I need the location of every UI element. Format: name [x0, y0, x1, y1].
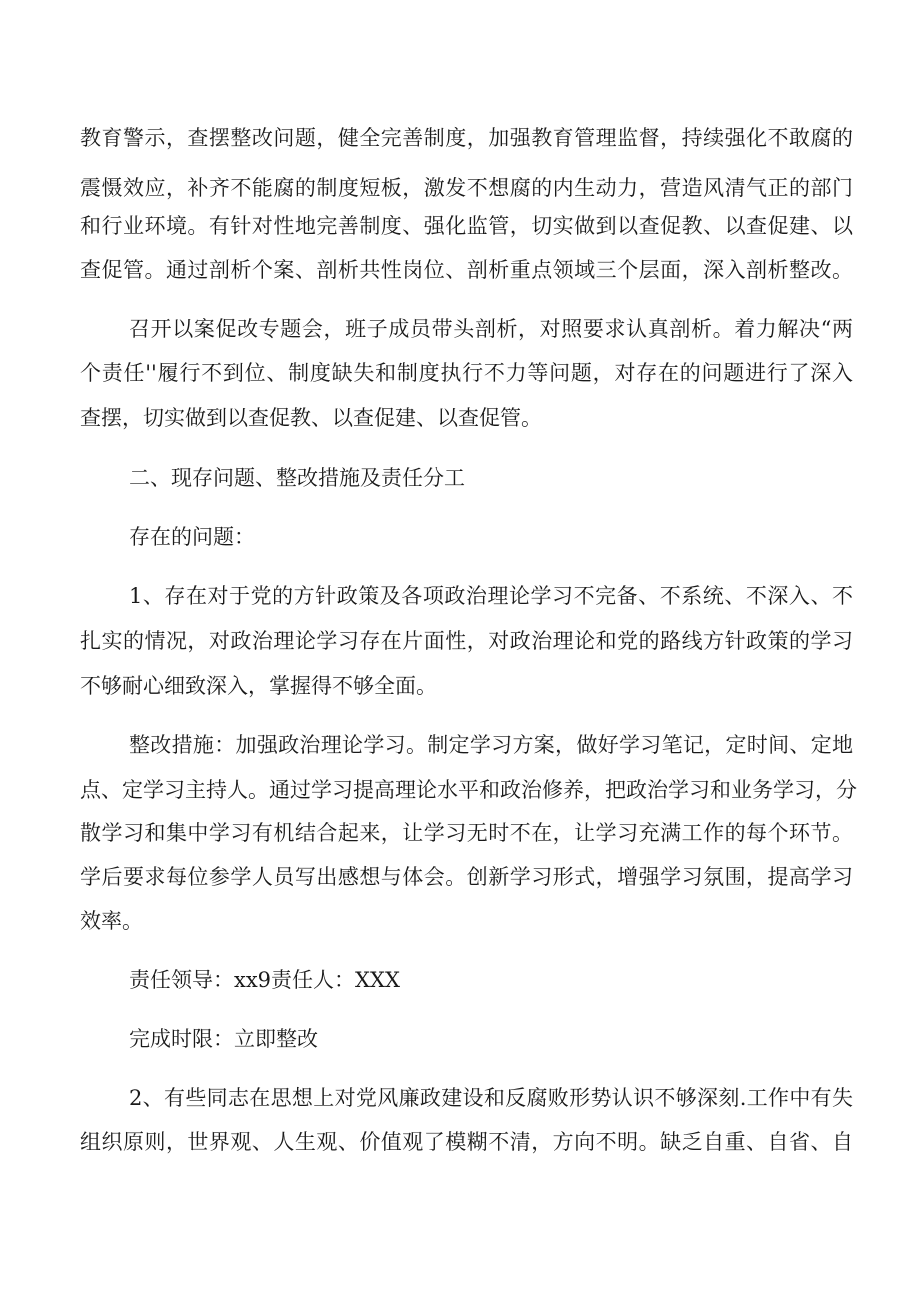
- text-line: 散学习和集中学习有机结合起来，让学习无时不在，让学习充满工作的每个环节。: [80, 821, 853, 845]
- text-line: 2、有些同志在思想上对党风廉政建设和反腐败形势认识不够深刻.工作中有失: [129, 1086, 853, 1110]
- text-line: 效率。: [80, 909, 143, 933]
- text-line: 召开以案促改专题会，班子成员带头剖析，对照要求认真剖析。着力解决“两: [129, 317, 853, 341]
- text-line: 点、定学习主持人。通过学习提高理论水平和政治修养，把政治学习和业务学习，分: [80, 778, 857, 802]
- text-line: 教育警示，查摆整改问题，健全完善制度，加强教育管理监督，持续强化不敢腐的: [80, 126, 853, 150]
- text-line: 1、存在对于党的方针政策及各项政治理论学习不完备、不系统、不深入、不: [129, 584, 853, 608]
- problems-label: 存在的问题：: [129, 525, 255, 549]
- section-two-heading: 二、现存问题、整改措施及责任分工: [129, 466, 465, 490]
- text-line: 组织原则，世界观、人生观、价值观了模糊不清，方向不明。缺乏自重、自省、自: [80, 1130, 853, 1154]
- text-line: 和行业环境。有针对性地完善制度、强化监管，切实做到以查促教、以查促建、以: [80, 214, 853, 238]
- text-line: 个责任''履行不到位、制度缺失和制度执行不力等问题，对存在的问题进行了深入: [80, 361, 853, 385]
- responsibility-1: 责任领导：xx9责任人：XXX: [129, 968, 400, 992]
- text-line: 不够耐心细致深入，掌握得不够全面。: [80, 674, 437, 698]
- text-line: 学后要求每位参学人员写出感想与体会。创新学习形式，增强学习氛围，提高学习: [80, 865, 853, 889]
- text-line: 扎实的情况，对政治理论学习存在片面性，对政治理论和党的路线方针政策的学习: [80, 629, 853, 653]
- deadline-1: 完成时限：立即整改: [129, 1027, 318, 1051]
- text-line: 查摆，切实做到以查促教、以查促建、以查促管。: [80, 406, 542, 430]
- text-line: 整改措施：加强政治理论学习。制定学习方案，做好学习笔记，定时间、定地: [129, 733, 853, 757]
- text-line: 震慑效应，补齐不能腐的制度短板，激发不想腐的内生动力，营造风清气正的部门: [80, 176, 853, 200]
- text-line: 查促管。通过剖析个案、剖析共性岗位、剖析重点领域三个层面，深入剖析整改。: [80, 258, 853, 282]
